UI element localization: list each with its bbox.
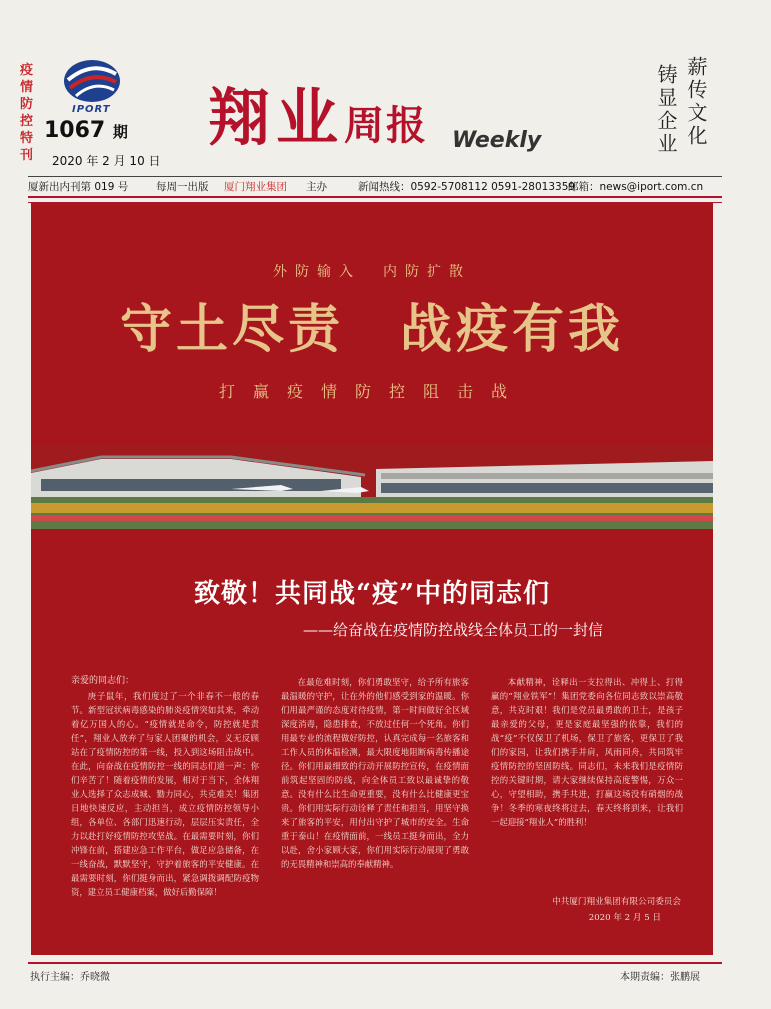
letter-column-1 bbox=[71, 689, 259, 939]
page-editor: 本期责编：张鹏展 bbox=[620, 972, 700, 983]
poster-headline: 守土尽责 战疫有我 bbox=[119, 300, 624, 360]
signature-date: 2020 年 2 月 5 日 bbox=[588, 913, 661, 923]
issue-number-value: 1067 bbox=[44, 118, 106, 143]
airport-terminal-image bbox=[31, 445, 713, 529]
publish-frequency: 每周一出版 bbox=[156, 181, 209, 193]
letter-greeting: 亲爱的同志们： bbox=[71, 676, 135, 686]
info-rule bbox=[28, 176, 722, 177]
letter-column-3-text: 本献精神，诠释出一支拉得出、冲得上、打得赢的“翔业铁军”！集团党委向各位同志致以崇高敬意，共克时艰！我们是党员最勇敢的卫士，是孩子最亲爱的父母，更是家庭最坚强的依靠，我们的战“疫”不仅保卫了机场，保卫了旅客，更保卫了我们的家园，让我们携手并肩，风雨同舟，共同筑牢疫情防控的坚固防线。同志们，未来我们是疫情防控的关键时期，请大家继续保持高度警惕，万众一心，守望相助，携手共进，打赢这场没有硝烟的战争！冬季的寒夜终将过去，春天终将到来，让我们一起迎接“翔业人”的胜利！ bbox=[491, 677, 683, 827]
issue-date: 2020 年 2 月 10 日 bbox=[52, 154, 161, 168]
signature-organization: 中共厦门翔业集团有限公司委员会 bbox=[552, 897, 681, 907]
news-hotline: 新闻热线：0592-5708112 0591-28013359 bbox=[358, 181, 576, 193]
publisher-name: 厦门翔业集团 bbox=[224, 181, 287, 193]
red-poster bbox=[31, 203, 713, 955]
title-main: 翔业 bbox=[208, 81, 345, 154]
slogan-column-1: 薪传文化 bbox=[684, 56, 708, 148]
slogan-column-2: 铸显企业 bbox=[654, 64, 678, 156]
poster-subtitle-top: 外防输入 内防扩散 bbox=[273, 264, 471, 280]
email-address: 邮箱：news@iport.com.cn bbox=[568, 181, 704, 193]
info-bar bbox=[28, 178, 722, 194]
masthead-double-rule bbox=[28, 196, 722, 203]
title-small: 周报 bbox=[344, 102, 429, 149]
executive-editor: 执行主编：乔晓微 bbox=[30, 972, 110, 983]
title-weekly: Weekly bbox=[452, 128, 542, 153]
letter-column-2 bbox=[281, 675, 469, 939]
letter-column-3 bbox=[491, 675, 683, 875]
letter-subtitle: ——给奋战在疫情防控战线全体员工的一封信 bbox=[302, 621, 603, 639]
logo-text: IPORT bbox=[72, 104, 111, 115]
newspaper-title bbox=[208, 68, 428, 157]
poster-subtitle-bottom: 打赢疫情防控阻击战 bbox=[218, 382, 525, 401]
footer-rule bbox=[28, 962, 722, 964]
issue-number bbox=[44, 118, 128, 143]
letter-column-1-text: 庚子鼠年，我们度过了一个非春不一般的春节。新型冠状病毒感染的肺炎疫情突如其来，牵动着亿万国人的心。“疫情就是命令，防控就是责任”，翔业人放弃了与家人团聚的机会，义无反顾站在了疫情防控的第一线，投入到这场阻击战中。在此，向奋战在疫情防控一线的同志们道一声：你们辛苦了！随着疫情的发展，相对于当下，全体翔业人选择了众志成城、勠力同心，共克难关！集团日地快速反应，主动担当，成立疫情防控领导小组，各单位、各部门迅速行动，层层压实责任，全力以赴打好疫情防控攻坚战。在最需要时刻，你们冲锋在前，搭建应急工作平台，做足应急储备，在一线奋战，默默坚守，守护着旅客的平安健康。在最需要时刻，你们挺身而出，紧急调拨调配防疫物资，建立员工健康档案，做好后勤保障！ bbox=[71, 691, 259, 897]
iport-logo bbox=[62, 58, 122, 104]
host-label: 主办 bbox=[306, 181, 327, 193]
registration-number: 厦新出内刊第 019 号 bbox=[28, 181, 129, 193]
special-issue-tag: 疫情防控特刊 bbox=[20, 63, 34, 163]
issue-unit: 期 bbox=[112, 123, 128, 141]
letter-column-2-text: 在最危难时刻，你们勇敢坚守，给予所有旅客最温暖的守护，让在外的他们感受到家的温暖。你们用最严谨的态度对待疫情，第一时间做好全区域深度消毒，隐患排查，不放过任何一个死角。你们用最专业的流程做好防控，认真完成每一名旅客和工作人员的体温检测，最大限度地阻断病毒传播途径。你们用最细致的行动开展防控宣传，在疫情面前筑起坚固的防线，向全体员工致以最诚挚的敬意。没有什么比生命更重要，没有什么比健康更宝贵。你们用实际行动诠释了责任和担当，用坚守换来了旅客的平安，用付出守护了城市的安全。生命重于泰山！在疫情面前，一线员工挺身而出，全力以赴，舍小家顾大家，你们用实际行动展现了勇敢的无畏精神和崇高的奉献精神。 bbox=[281, 677, 469, 869]
letter-title: 致敬！共同战“疫”中的同志们 bbox=[194, 579, 550, 609]
